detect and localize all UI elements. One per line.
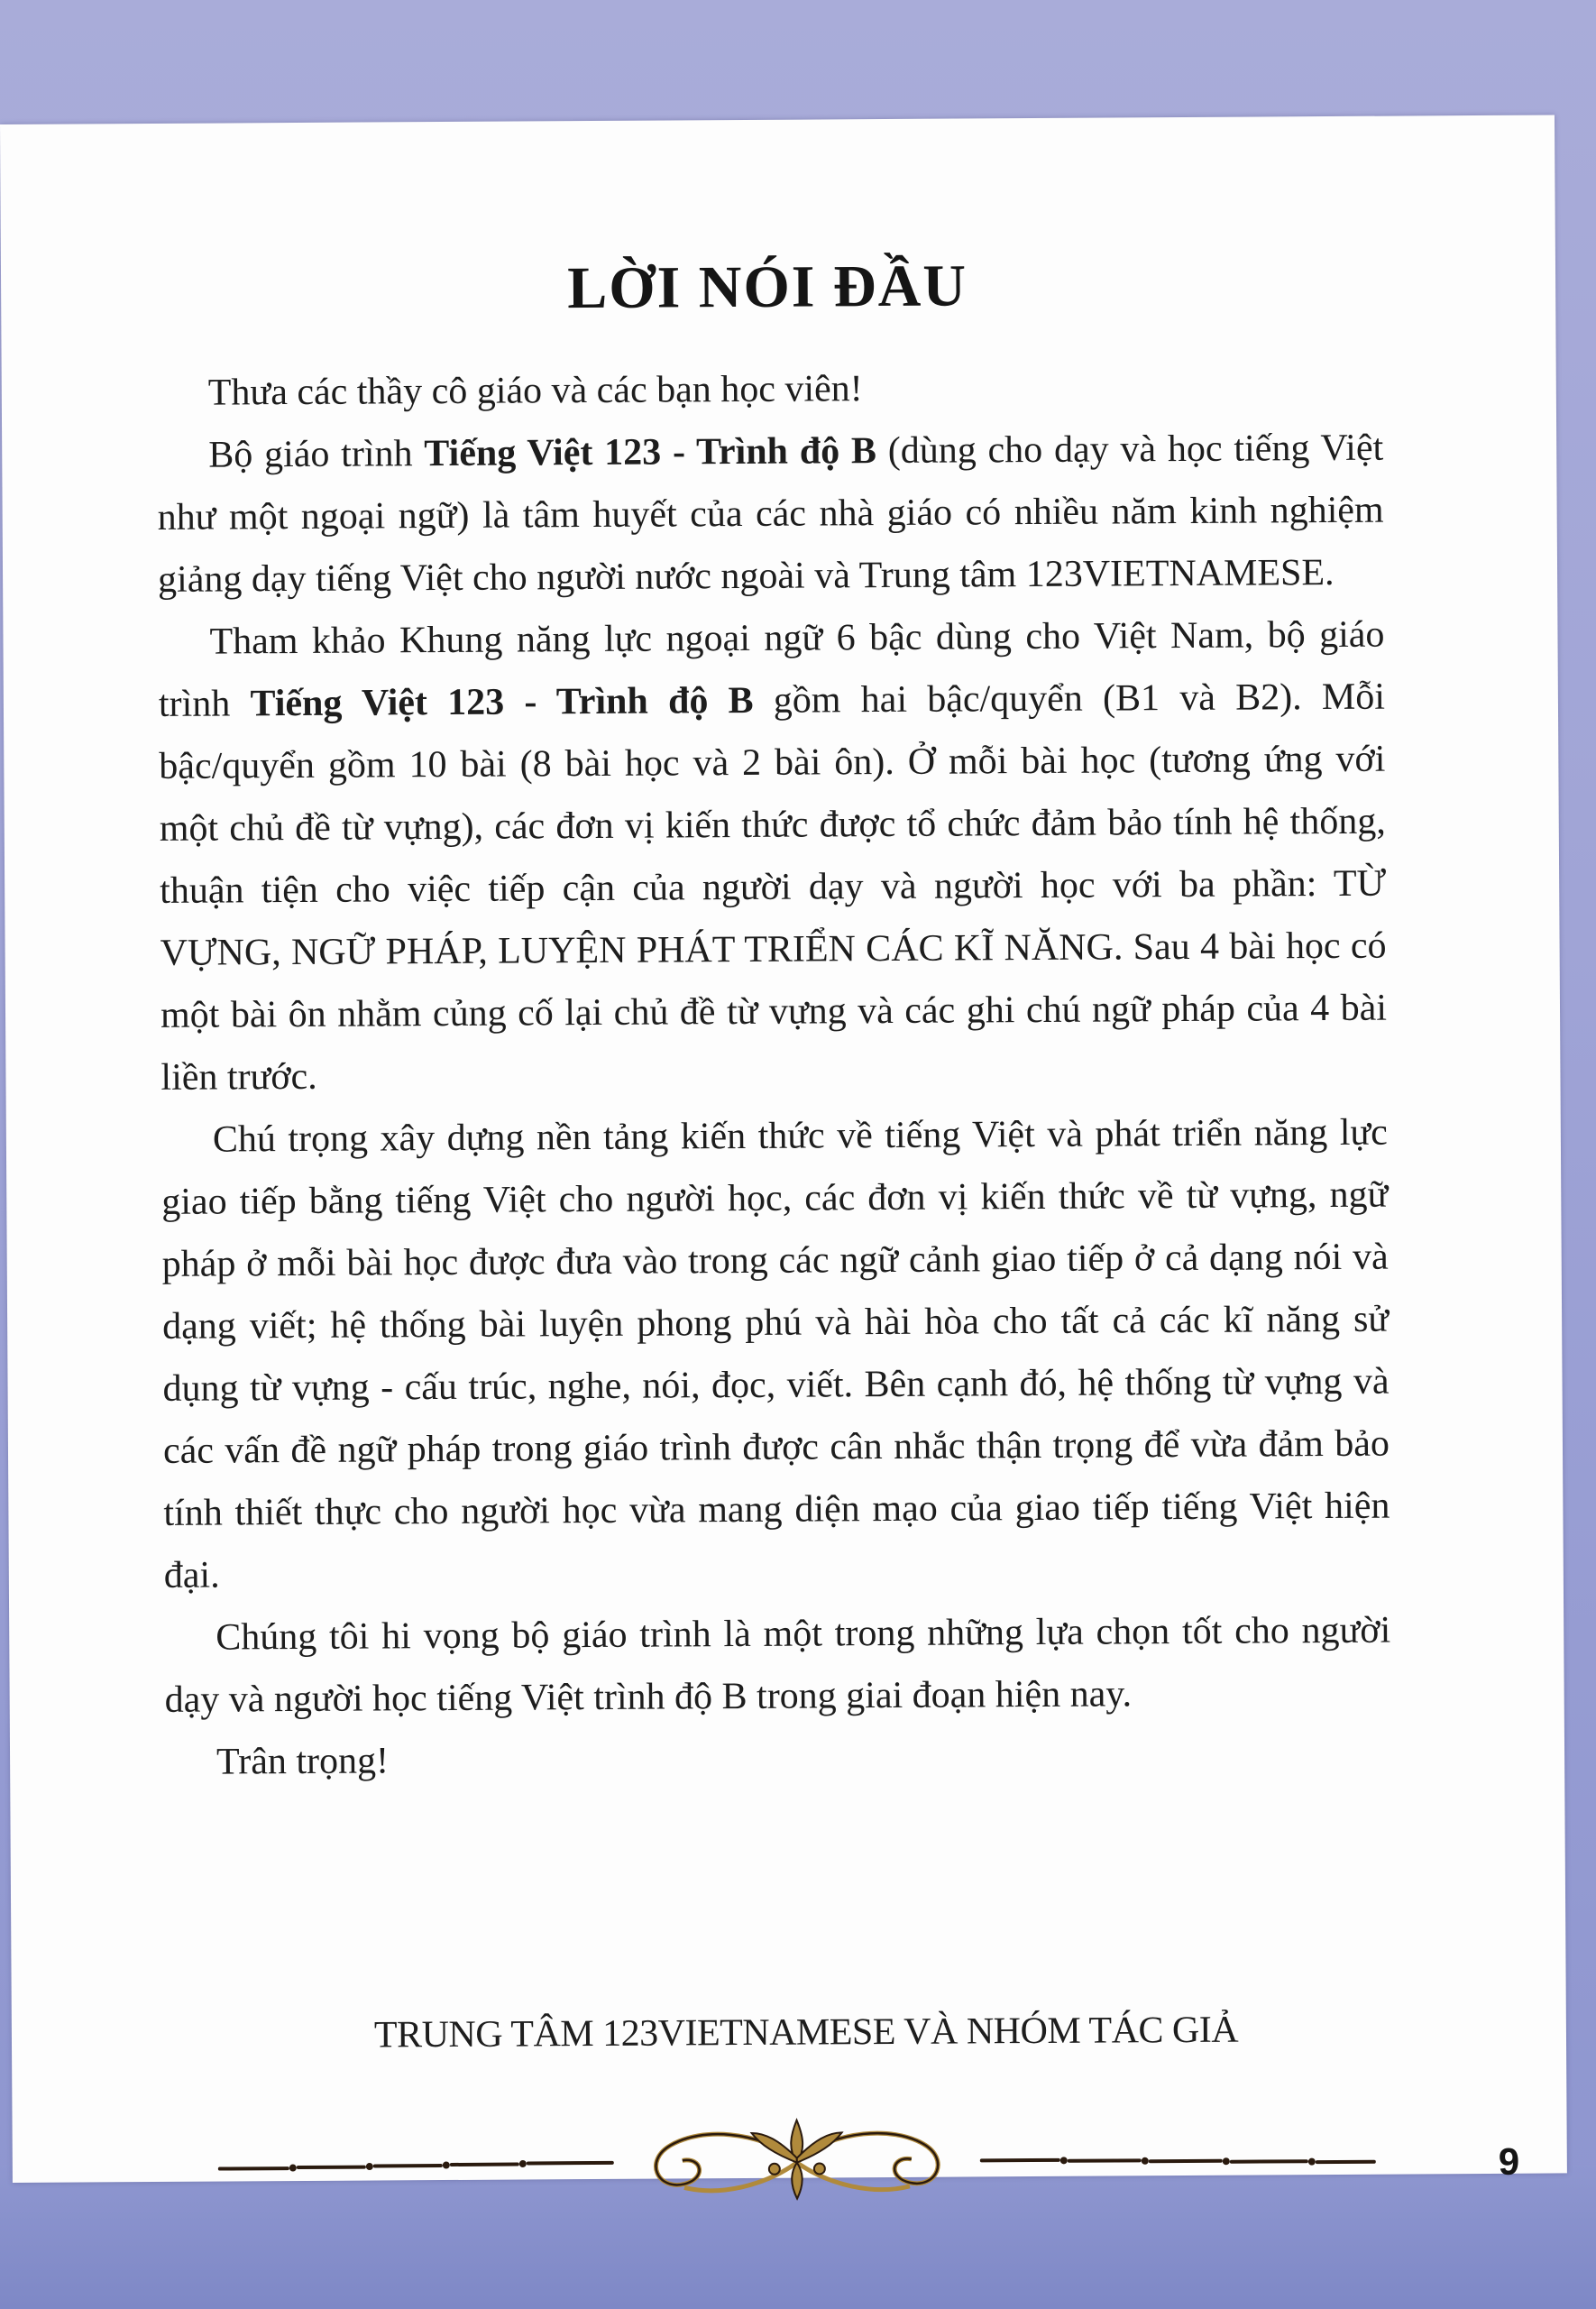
signature-line: TRUNG TÂM 123VIETNAMESE VÀ NHÓM TÁC GIẢ <box>373 2009 1239 2056</box>
paragraph-2-text-a: Tham khảo Khung năng lực ngoại ngữ 6 bậc dùng cho Việt Nam, bộ giáo trình <box>158 613 1385 725</box>
page-number: 9 <box>1498 2139 1520 2183</box>
preface-body <box>157 355 1392 1794</box>
book-page <box>0 115 1567 2182</box>
book-title-bold: Tiếng Việt 123 - Trình độ B <box>250 679 754 725</box>
flourish-divider-icon <box>215 2110 1379 2207</box>
paragraph-1-text-b: (dùng cho dạy và học tiếng Việt như một ngoại ngữ) là tâm huyết của các nhà giáo có nhiều năm kinh nghiệm giảng dạy tiếng Việt cho người nước ngoài và Trung tâm 123VIETNAMESE. <box>157 427 1384 601</box>
book-title-bold: Tiếng Việt 123 - Trình độ B <box>424 430 877 475</box>
page-title: LỜI NÓI ĐẦU <box>567 253 968 322</box>
paragraph-1 <box>157 418 1384 612</box>
paragraph-2-text-b: gồm hai bậc/quyển (B1 và B2). Mỗi bậc/quyển gồm 10 bài (8 bài học và 2 bài ôn). Ở mỗi bài học (tương ứng với một chủ đề từ vựng), các đơn vị kiến thức được tổ chức đảm bảo tính hệ thống, thuận tiện cho việc tiếp cận của người dạy và người học với ba phần: TỪ VỰNG, NGỮ PHÁP, LUYỆN PHÁT TRIỂN CÁC KĨ NĂNG. Sau 4 bài học có một bài ôn nhằm củng cố lại chủ đề từ vựng và các ghi chú ngữ pháp của 4 bài liền trước. <box>159 676 1388 1099</box>
paragraph-3: Chú trọng xây dựng nền tảng kiến thức về tiếng Việt và phát triển năng lực giao tiếp bằng tiếng Việt cho người học, các đơn vị kiến thức về từ vựng, ngữ pháp ở mỗi bài học được đưa vào trong các ngữ cảnh giao tiếp ở cả dạng nói và dạng viết; hệ thống bài luyện phong phú và hài hòa cho tất cả các kĩ năng sử dụng từ vựng - cấu trúc, nghe, nói, đọc, viết. Bên cạnh đó, hệ thống từ vựng và các vấn đề ngữ pháp trong giáo trình được cân nhắc thận trọng để vừa đảm bảo tính thiết thực cho người học vừa mang diện mạo của giao tiếp tiếng Việt hiện đại. <box>161 1111 1390 1596</box>
greeting-paragraph: Thưa các thầy cô giáo và các bạn học viên! <box>207 368 863 414</box>
paragraph-2 <box>158 604 1387 1109</box>
paragraph-1-text-a: Bộ giáo trình <box>208 433 425 476</box>
paragraph-4: Chúng tôi hi vọng bộ giáo trình là một trong những lựa chọn tốt cho người dạy và người học tiếng Việt trình độ B trong giai đoạn hiện nay. <box>164 1609 1391 1721</box>
closing-line: Trân trọng! <box>216 1740 390 1783</box>
